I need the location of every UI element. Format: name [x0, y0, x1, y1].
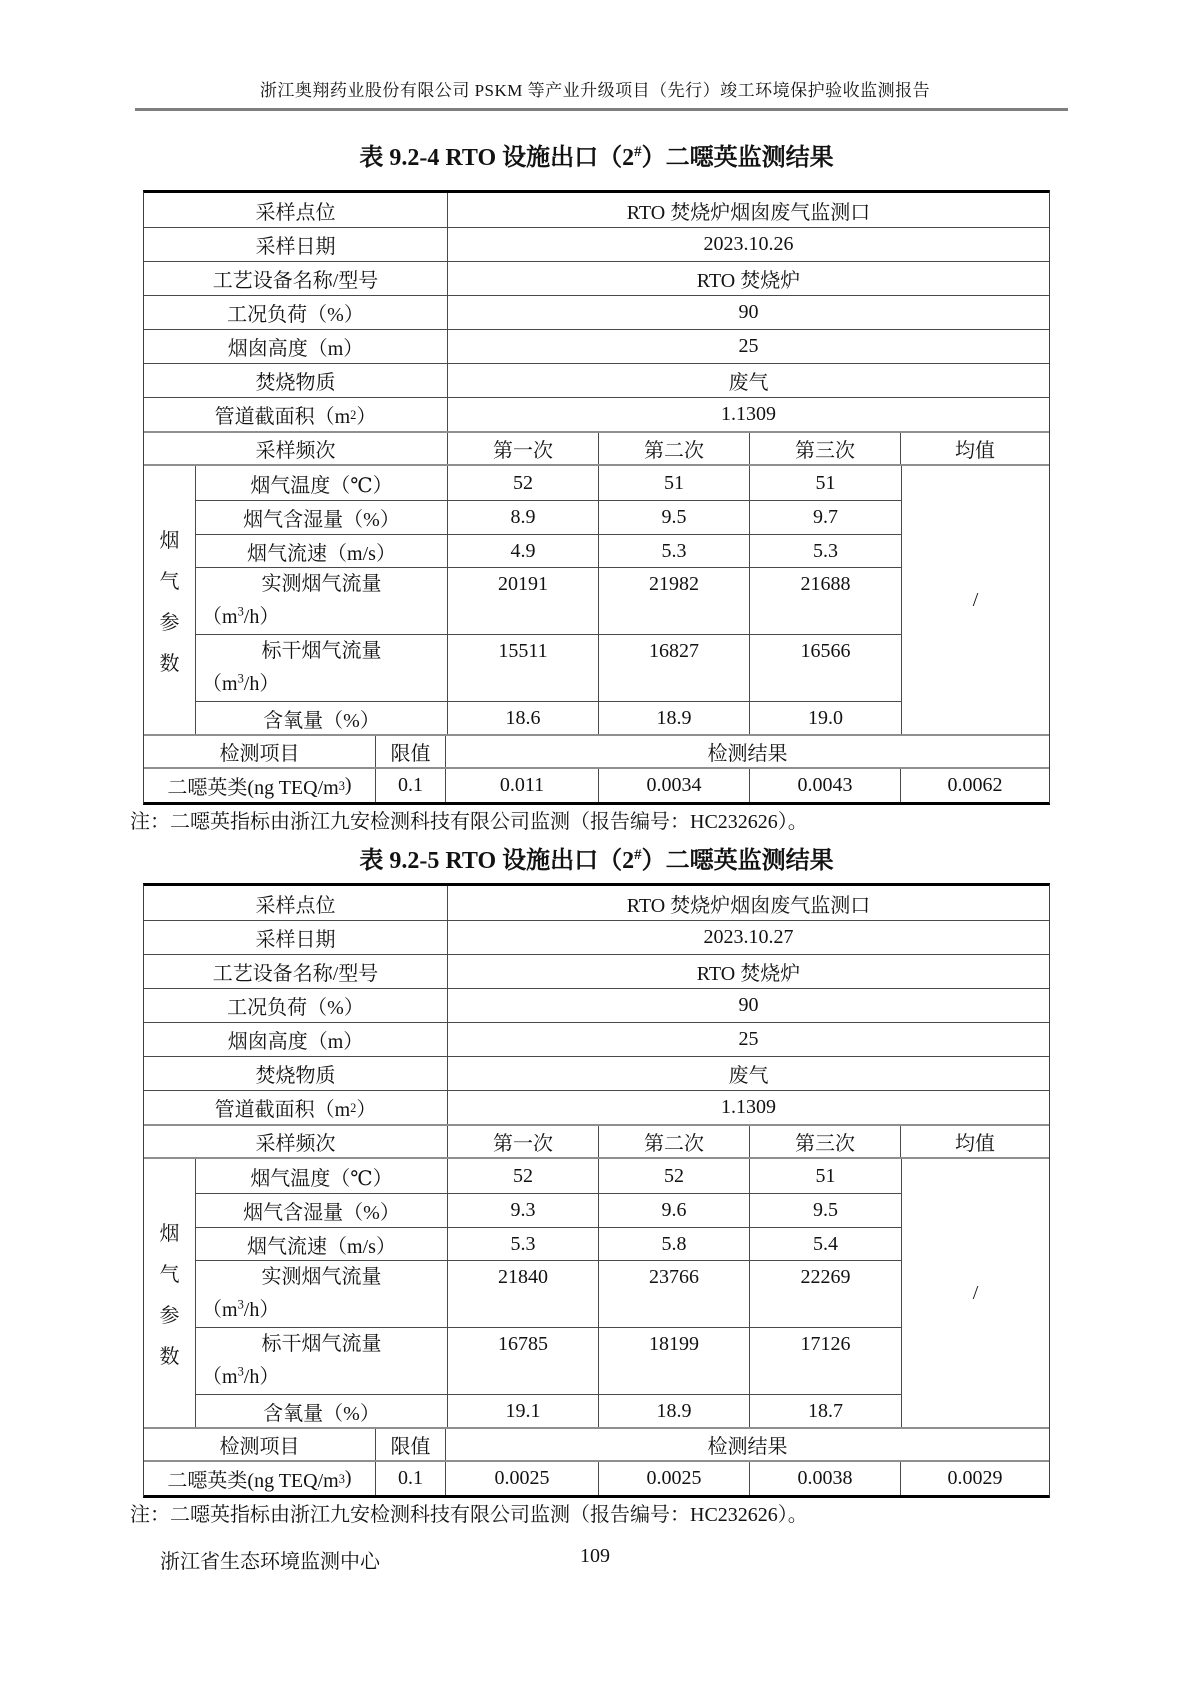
- param-row: [196, 1227, 901, 1260]
- info-label: 烟囱高度（m）: [144, 1023, 448, 1056]
- param-label: 含氧量（%）: [196, 1395, 448, 1427]
- group-char: 气: [159, 1264, 180, 1286]
- result-item-header: 检测项目: [144, 736, 376, 767]
- param-value: 9.5: [599, 501, 750, 534]
- param-value: 18.6: [448, 702, 599, 734]
- param-row: [196, 534, 901, 567]
- info-row: [144, 988, 1049, 1022]
- param-mean-cell: /: [901, 1159, 1049, 1427]
- param-value: 21982: [599, 568, 750, 634]
- info-value: 25: [738, 335, 759, 357]
- flow-unit-sup: 3: [237, 671, 244, 686]
- info-value: 90: [738, 994, 759, 1016]
- flow-unit-sup: 3: [237, 1364, 244, 1379]
- param-label: 含氧量（%）: [196, 702, 448, 734]
- flue-gas-group-label: [144, 466, 196, 734]
- param-value: 18.9: [599, 1395, 750, 1427]
- dioxin-value: 0.0038: [750, 1462, 901, 1495]
- info-label: 工况负荷（%）: [144, 296, 448, 329]
- dioxin-limit: 0.1: [376, 769, 446, 802]
- table-1-title: [143, 137, 1050, 172]
- sampling-frequency-row: [144, 1124, 1049, 1157]
- param-value: 51: [815, 1164, 836, 1187]
- table-2-title: [143, 840, 1050, 875]
- param-row: [196, 1159, 901, 1193]
- freq-label: 采样频次: [144, 1126, 448, 1157]
- duct-area-label: 管道截面积（m 2 ）: [144, 398, 448, 431]
- page-header-title: 浙江奥翔药业股份有限公司 PSKM 等产业升级项目（先行）竣工环境保护验收监测报告: [259, 81, 931, 100]
- param-row: [196, 466, 901, 500]
- info-label: 烟囱高度（m）: [144, 330, 448, 363]
- param-mean-cell: /: [901, 466, 1049, 734]
- dioxin-value: 0.0034: [599, 769, 750, 802]
- flow-label-line1: 实测烟气流量: [261, 1266, 382, 1288]
- table-1-note: 注：二噁英指标由浙江九安检测科技有限公司监测（报告编号：HC232626）。: [130, 811, 808, 833]
- group-char: 烟: [159, 1223, 180, 1245]
- param-value: 51: [599, 466, 750, 500]
- param-value: 9.3: [448, 1194, 599, 1227]
- flow-label-line1: 标干烟气流量: [261, 640, 382, 662]
- info-row: [144, 295, 1049, 329]
- param-value: 19.0: [808, 706, 843, 729]
- param-value: 18.7: [808, 1399, 843, 1422]
- page-footer: [0, 1545, 1190, 1573]
- result-values-header: 检测结果: [707, 1436, 788, 1458]
- flow-unit-post: /h）: [243, 673, 280, 695]
- info-row: [144, 1022, 1049, 1056]
- flow-label-line2: [196, 1294, 447, 1327]
- param-value: 18.9: [599, 702, 750, 734]
- duct-area-value: 1.1309: [721, 1096, 776, 1118]
- flue-gas-parameter-block: [144, 464, 1049, 734]
- param-value: 5.8: [599, 1228, 750, 1260]
- freq-label: 采样频次: [144, 433, 448, 464]
- dioxin-limit: 0.1: [376, 1462, 446, 1495]
- table-2-title-pre: 表 9.2-5 RTO 设施出口（2: [359, 848, 635, 874]
- info-label: 焚烧物质: [144, 364, 448, 397]
- group-char: 参: [159, 1305, 180, 1327]
- param-value: 52: [448, 1159, 599, 1193]
- header-divider: [135, 108, 1068, 111]
- flue-gas-parameter-block: [144, 1157, 1049, 1427]
- table-1-title-pre: 表 9.2-4 RTO 设施出口（2: [359, 145, 635, 171]
- dioxin-result-row: [144, 767, 1049, 802]
- param-value: 18199: [599, 1328, 750, 1394]
- table-2-note: 注：二噁英指标由浙江九安检测科技有限公司监测（报告编号：HC232626）。: [130, 1504, 808, 1526]
- info-value: RTO 焚烧炉: [696, 270, 801, 292]
- group-char: 参: [159, 612, 180, 634]
- dioxin-value: 0.0025: [446, 1462, 599, 1495]
- freq-col-mean: 均值: [955, 440, 995, 462]
- sampling-frequency-row: [144, 431, 1049, 464]
- flow-label-line1: 实测烟气流量: [261, 573, 382, 595]
- flow-unit-post: /h）: [243, 1366, 280, 1388]
- freq-col-1: 第一次: [448, 1126, 599, 1157]
- dioxin-result-row: [144, 1460, 1049, 1495]
- param-value: 51: [815, 471, 836, 494]
- group-char: 气: [159, 571, 180, 593]
- flue-gas-group-label: [144, 1159, 196, 1427]
- info-label: 采样日期: [144, 921, 448, 954]
- param-row: [196, 634, 901, 701]
- table-2-title-post: ）二噁英监测结果: [641, 848, 834, 874]
- param-value: 15511: [448, 635, 599, 701]
- param-label: 烟气流速（m/s）: [196, 535, 448, 567]
- info-row: [144, 227, 1049, 261]
- flow-label-line2: [196, 668, 447, 701]
- flow-unit-sup: 3: [237, 1297, 244, 1312]
- param-label: 烟气温度（℃）: [196, 1159, 448, 1193]
- info-row: [144, 363, 1049, 397]
- freq-col-3: 第三次: [750, 1126, 901, 1157]
- info-label: 采样点位: [144, 193, 448, 227]
- result-header-row: [144, 734, 1049, 767]
- flue-gas-rows: [196, 466, 901, 734]
- param-value: 16566: [800, 640, 851, 662]
- freq-col-1: 第一次: [448, 433, 599, 464]
- flow-unit-post: /h）: [243, 1299, 280, 1321]
- info-label: 焚烧物质: [144, 1057, 448, 1090]
- param-label: [196, 1261, 448, 1327]
- param-value: 5.3: [448, 1228, 599, 1260]
- param-value: 21840: [448, 1261, 599, 1327]
- param-row: [196, 567, 901, 634]
- flow-unit-pre: （m: [202, 606, 238, 628]
- dioxin-item: 二噁英类(ng TEQ/m 3 ): [144, 1462, 376, 1495]
- param-label: 烟气含湿量（%）: [196, 1194, 448, 1227]
- duct-label-post: ）: [356, 1099, 377, 1121]
- dioxin-item-pre: 二噁英类(ng TEQ/m: [167, 1470, 339, 1492]
- info-label: 工艺设备名称/型号: [144, 262, 448, 295]
- param-value: 5.3: [813, 539, 838, 562]
- duct-label-pre: 管道截面积（m: [214, 1099, 351, 1121]
- param-value: 21688: [800, 573, 851, 595]
- param-row: [196, 500, 901, 534]
- monitoring-table-1: [143, 190, 1050, 805]
- duct-label-pre: 管道截面积（m: [214, 406, 351, 428]
- param-value: 8.9: [448, 501, 599, 534]
- info-row: [144, 954, 1049, 988]
- group-char: 数: [159, 653, 180, 675]
- info-row: [144, 261, 1049, 295]
- param-value: 20191: [448, 568, 599, 634]
- info-value: 2023.10.26: [703, 233, 794, 255]
- info-row: [144, 1056, 1049, 1090]
- table-1-title-post: ）二噁英监测结果: [641, 145, 834, 171]
- dioxin-mean: 0.0062: [947, 774, 1003, 796]
- flow-unit-pre: （m: [202, 1299, 238, 1321]
- info-value: 25: [738, 1028, 759, 1050]
- monitoring-table-2: [143, 883, 1050, 1498]
- dioxin-item-post: ): [344, 1467, 352, 1489]
- dioxin-value: 0.011: [446, 769, 599, 802]
- dioxin-value: 0.0025: [599, 1462, 750, 1495]
- info-label: 采样点位: [144, 886, 448, 920]
- info-value: 废气: [728, 1065, 769, 1087]
- param-value: 52: [599, 1159, 750, 1193]
- info-value: 2023.10.27: [703, 926, 794, 948]
- flow-unit-pre: （m: [202, 1366, 238, 1388]
- param-value: 23766: [599, 1261, 750, 1327]
- dioxin-item-pre: 二噁英类(ng TEQ/m: [167, 777, 339, 799]
- info-value: RTO 焚烧炉烟囱废气监测口: [626, 201, 871, 224]
- param-label: 烟气含湿量（%）: [196, 501, 448, 534]
- info-value: RTO 焚烧炉烟囱废气监测口: [626, 894, 871, 917]
- param-label: [196, 1328, 448, 1394]
- freq-col-3: 第三次: [750, 433, 901, 464]
- param-value: 16827: [599, 635, 750, 701]
- flow-label-line2: [196, 601, 447, 634]
- param-value: 9.7: [813, 506, 838, 528]
- param-value: 5.4: [813, 1232, 838, 1255]
- param-row: [196, 1193, 901, 1227]
- info-row: [144, 886, 1049, 920]
- info-row: [144, 329, 1049, 363]
- param-row: [196, 1260, 901, 1327]
- param-value: 22269: [800, 1266, 851, 1288]
- freq-col-2: 第二次: [599, 1126, 750, 1157]
- param-row: [196, 1327, 901, 1394]
- result-limit-header: 限值: [376, 736, 446, 767]
- param-value: 52: [448, 466, 599, 500]
- dioxin-mean: 0.0029: [947, 1467, 1003, 1489]
- param-value: 4.9: [448, 535, 599, 567]
- param-label: [196, 568, 448, 634]
- freq-col-2: 第二次: [599, 433, 750, 464]
- info-label: 工艺设备名称/型号: [144, 955, 448, 988]
- freq-col-mean: 均值: [955, 1133, 995, 1155]
- info-label: 采样日期: [144, 228, 448, 261]
- group-char: 烟: [159, 530, 180, 552]
- param-row: [196, 701, 901, 734]
- flow-unit-pre: （m: [202, 673, 238, 695]
- param-value: 16785: [448, 1328, 599, 1394]
- dioxin-value: 0.0043: [750, 769, 901, 802]
- info-label: 工况负荷（%）: [144, 989, 448, 1022]
- param-label: [196, 635, 448, 701]
- result-header-row: [144, 1427, 1049, 1460]
- param-value: 9.6: [599, 1194, 750, 1227]
- info-row: [144, 193, 1049, 227]
- param-value: 5.3: [599, 535, 750, 567]
- param-row: [196, 1394, 901, 1427]
- duct-area-label: 管道截面积（m 2 ）: [144, 1091, 448, 1124]
- duct-area-row: [144, 397, 1049, 431]
- info-row: [144, 920, 1049, 954]
- duct-label-post: ）: [356, 406, 377, 428]
- param-value: 19.1: [448, 1395, 599, 1427]
- table-1-title-sup: #: [634, 144, 642, 160]
- flue-gas-rows: [196, 1159, 901, 1427]
- flow-label-line2: [196, 1361, 447, 1394]
- param-value: 17126: [800, 1333, 851, 1355]
- flow-label-line1: 标干烟气流量: [261, 1333, 382, 1355]
- result-item-header: 检测项目: [144, 1429, 376, 1460]
- duct-area-value: 1.1309: [721, 403, 776, 425]
- table-2-title-sup: #: [634, 847, 642, 863]
- result-limit-header: 限值: [376, 1429, 446, 1460]
- param-label: 烟气流速（m/s）: [196, 1228, 448, 1260]
- info-value: 90: [738, 301, 759, 323]
- duct-area-row: [144, 1090, 1049, 1124]
- param-label: 烟气温度（℃）: [196, 466, 448, 500]
- page-number: 109: [580, 1545, 610, 1567]
- group-char: 数: [159, 1346, 180, 1368]
- info-value: 废气: [728, 372, 769, 394]
- dioxin-item: 二噁英类(ng TEQ/m 3 ): [144, 769, 376, 802]
- info-value: RTO 焚烧炉: [696, 963, 801, 985]
- result-values-header: 检测结果: [707, 743, 788, 765]
- param-value: 9.5: [813, 1199, 838, 1221]
- flow-unit-post: /h）: [243, 606, 280, 628]
- dioxin-item-post: ): [344, 774, 352, 796]
- flow-unit-sup: 3: [237, 604, 244, 619]
- footer-organization: 浙江省生态环境监测中心: [160, 1551, 380, 1573]
